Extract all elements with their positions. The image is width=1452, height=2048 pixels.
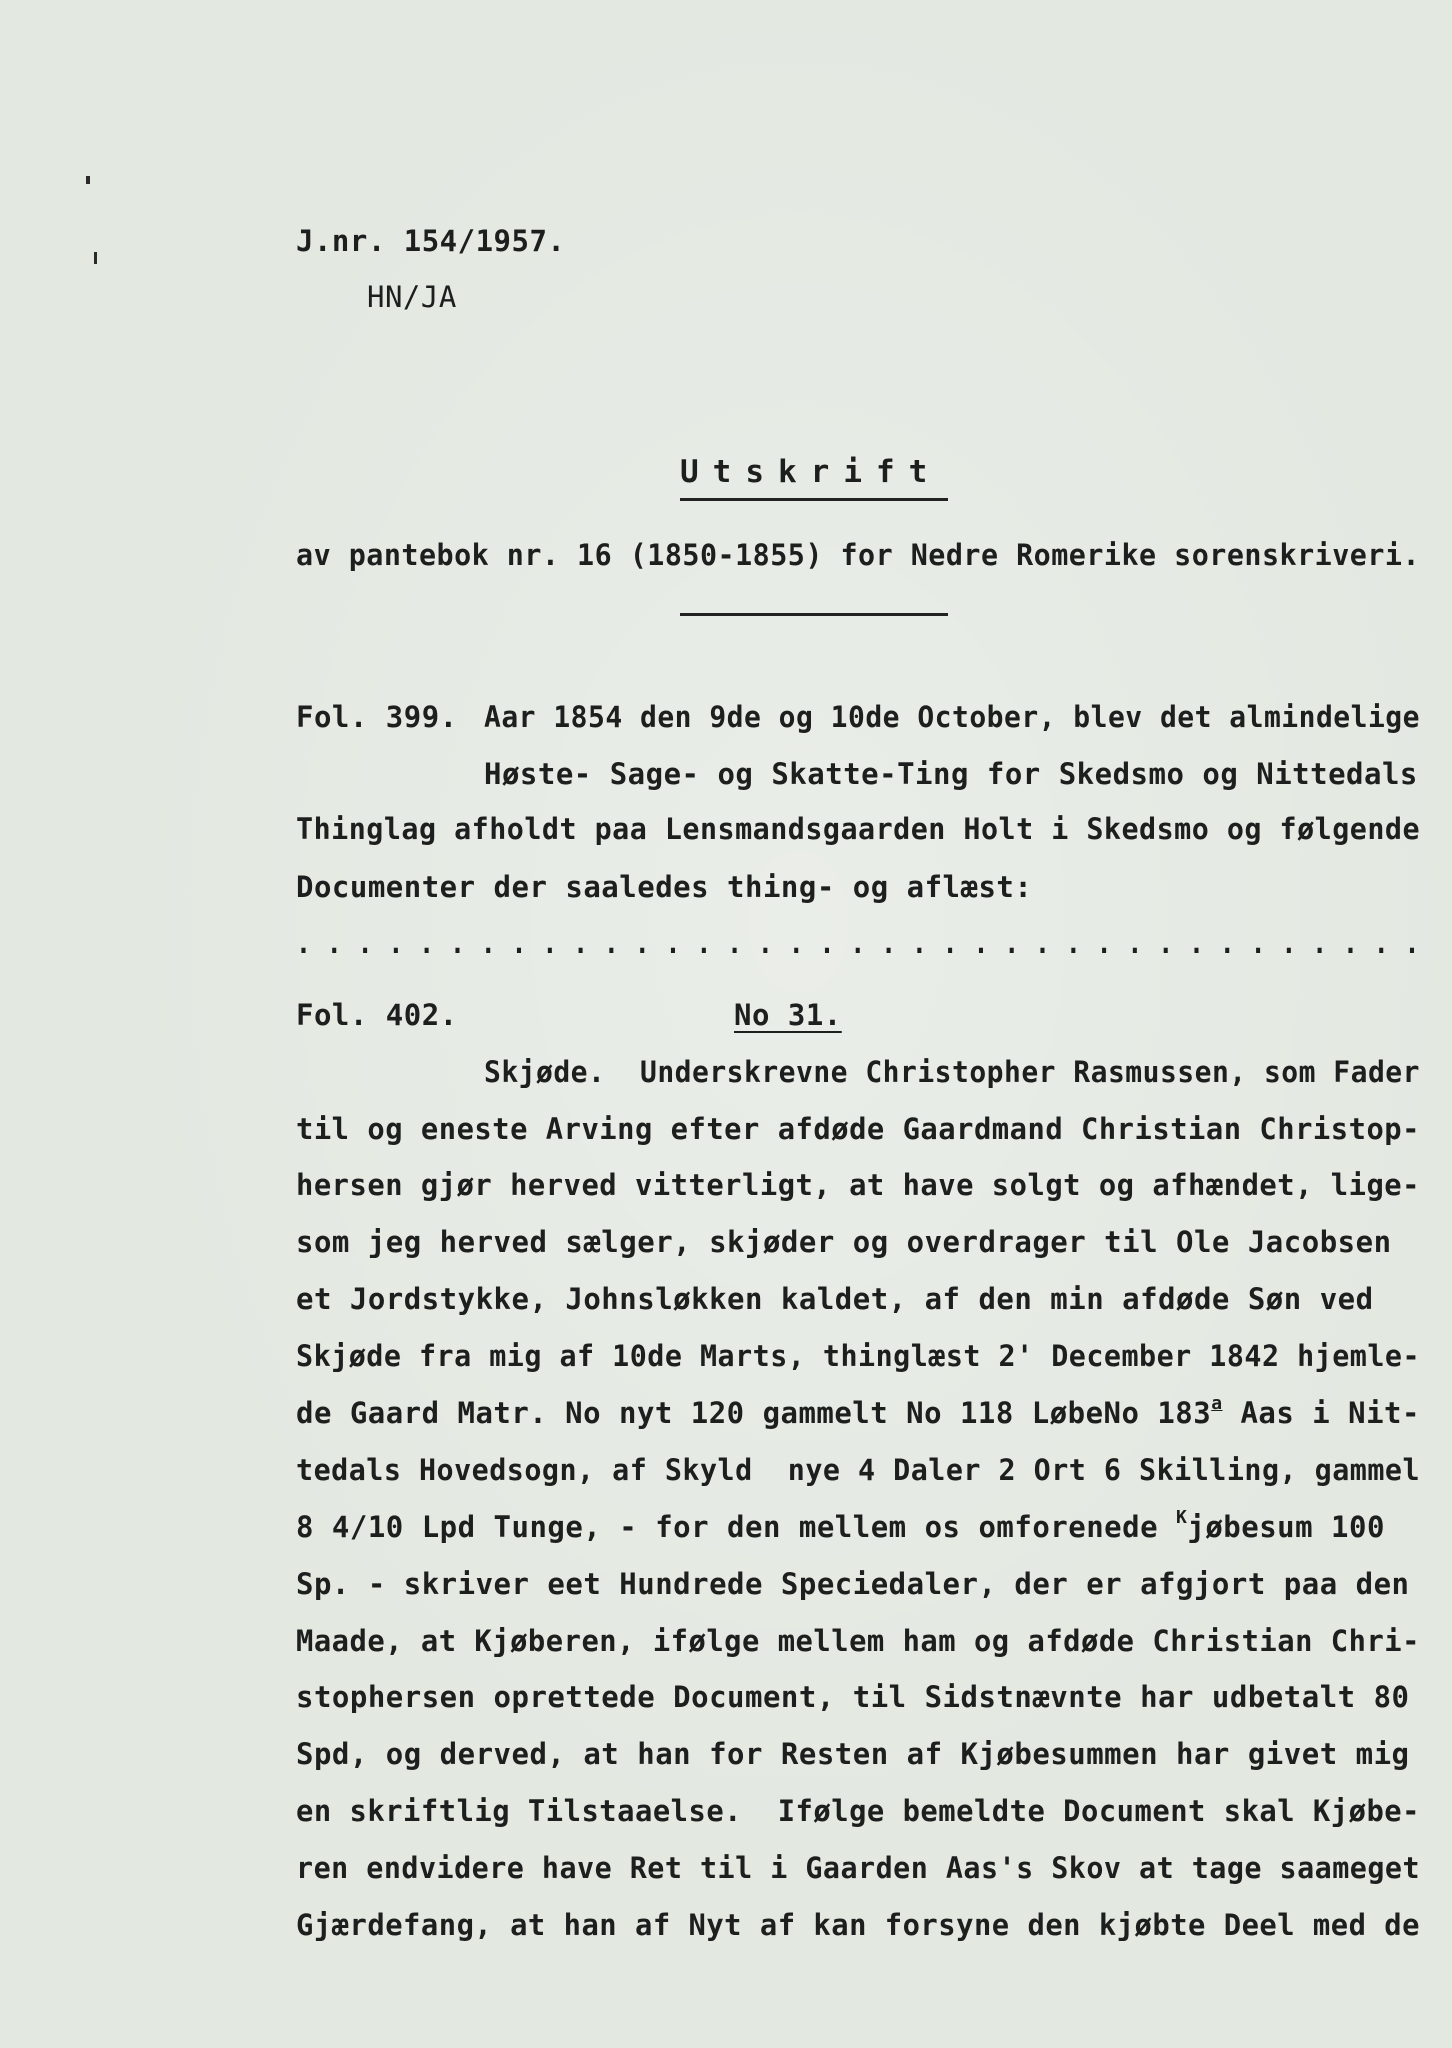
- initials: HN/JA: [367, 280, 457, 314]
- body-line-10: Spd, og derved, at han for Resten af Kjøbesummen har givet mig: [296, 1737, 1410, 1771]
- superscript-k: K: [1176, 1507, 1188, 1528]
- margin-mark-bottom: [94, 252, 97, 264]
- title-underline: [680, 498, 948, 501]
- body-line-11: en skriftlig Tilstaaelse. Ifølge bemeldte Document skal Kjøbe-: [296, 1794, 1420, 1828]
- body-line-13: Gjærdefang, at han af Nyt af kan forsyne den kjøbte Deel med de: [296, 1908, 1420, 1942]
- body-line-2: til og eneste Arving efter afdøde Gaardmand Christian Christop-: [296, 1112, 1420, 1146]
- body-line-6: Skjøde fra mig af 10de Marts, thinglæst 2' December 1842 hjemle-: [296, 1339, 1421, 1373]
- document-title: Utskrift: [680, 454, 942, 490]
- section1-line-3: Thinglag afholdt paa Lensmandsgaarden Holt i Skedsmo og følgende: [296, 812, 1421, 846]
- body-line-9: stophersen oprettede Document, til Sidstnævnte har udbetalt 80: [296, 1680, 1410, 1714]
- body-line-3: hersen gjør herved vitterligt, at have solgt og afhændet, lige-: [296, 1168, 1420, 1202]
- body-line-12: ren endvidere have Ret til i Gaarden Aas's Skov at tage saameget: [296, 1851, 1421, 1885]
- section1-line-4: Documenter der saaledes thing- og aflæst:: [296, 870, 1033, 904]
- body-line-matr-end: Aas i Nit-: [1222, 1396, 1420, 1430]
- body-line-matr: [296, 1393, 1420, 1435]
- document-subtitle: av pantebok nr. 16 (1850-1855) for Nedre Romerike sorenskriveri.: [296, 538, 1421, 572]
- body-line-4: som jeg herved sælger, skjøder og overdrager til Ole Jacobsen: [296, 1225, 1392, 1259]
- body-line-matr-start: de Gaard Matr. No nyt 120 gammelt No 118 LøbeNo 183: [296, 1396, 1212, 1430]
- journal-number: J.nr. 154/1957.: [296, 224, 566, 258]
- body-line-tunge-end: jøbesum 100: [1187, 1510, 1385, 1544]
- body-line-8: Maade, at Kjøberen, ifølge mellem ham og afdøde Christian Chri-: [296, 1624, 1420, 1658]
- superscript-a: a: [1211, 1393, 1223, 1414]
- body-line-tunge-start: 8 4/10 Lpd Tunge, - for den mellem os omforenede: [296, 1510, 1177, 1544]
- body-line-tunge: [296, 1507, 1385, 1549]
- section1-line-1: Aar 1854 den 9de og 10de October, blev det almindelige: [484, 700, 1420, 734]
- folio-402: Fol. 402.: [296, 998, 458, 1032]
- body-line-skyld: tedals Hovedsogn, af Skyld nye 4 Daler 2 Ort 6 Skilling, gammel: [296, 1453, 1421, 1487]
- body-line-7: Sp. - skriver eet Hundrede Speciedaler, der er afgjort paa den: [296, 1567, 1410, 1601]
- folio-399: Fol. 399.: [296, 700, 458, 734]
- margin-mark-top: [86, 176, 90, 184]
- section1-line-2: Høste- Sage- og Skatte-Ting for Skedsmo og Nittedals: [484, 757, 1418, 791]
- dotted-separator: . . . . . . . . . . . . . . . . . . . . . . . . . . . . . . . . . . . . .: [296, 926, 1420, 960]
- body-line-5: et Jordstykke, Johnsløkken kaldet, af den min afdøde Søn ved: [296, 1282, 1374, 1316]
- subtitle-rule: [680, 613, 948, 616]
- body-line-1: Skjøde. Underskrevne Christopher Rasmussen, som Fader: [484, 1055, 1420, 1089]
- document-number: No 31.: [734, 998, 842, 1032]
